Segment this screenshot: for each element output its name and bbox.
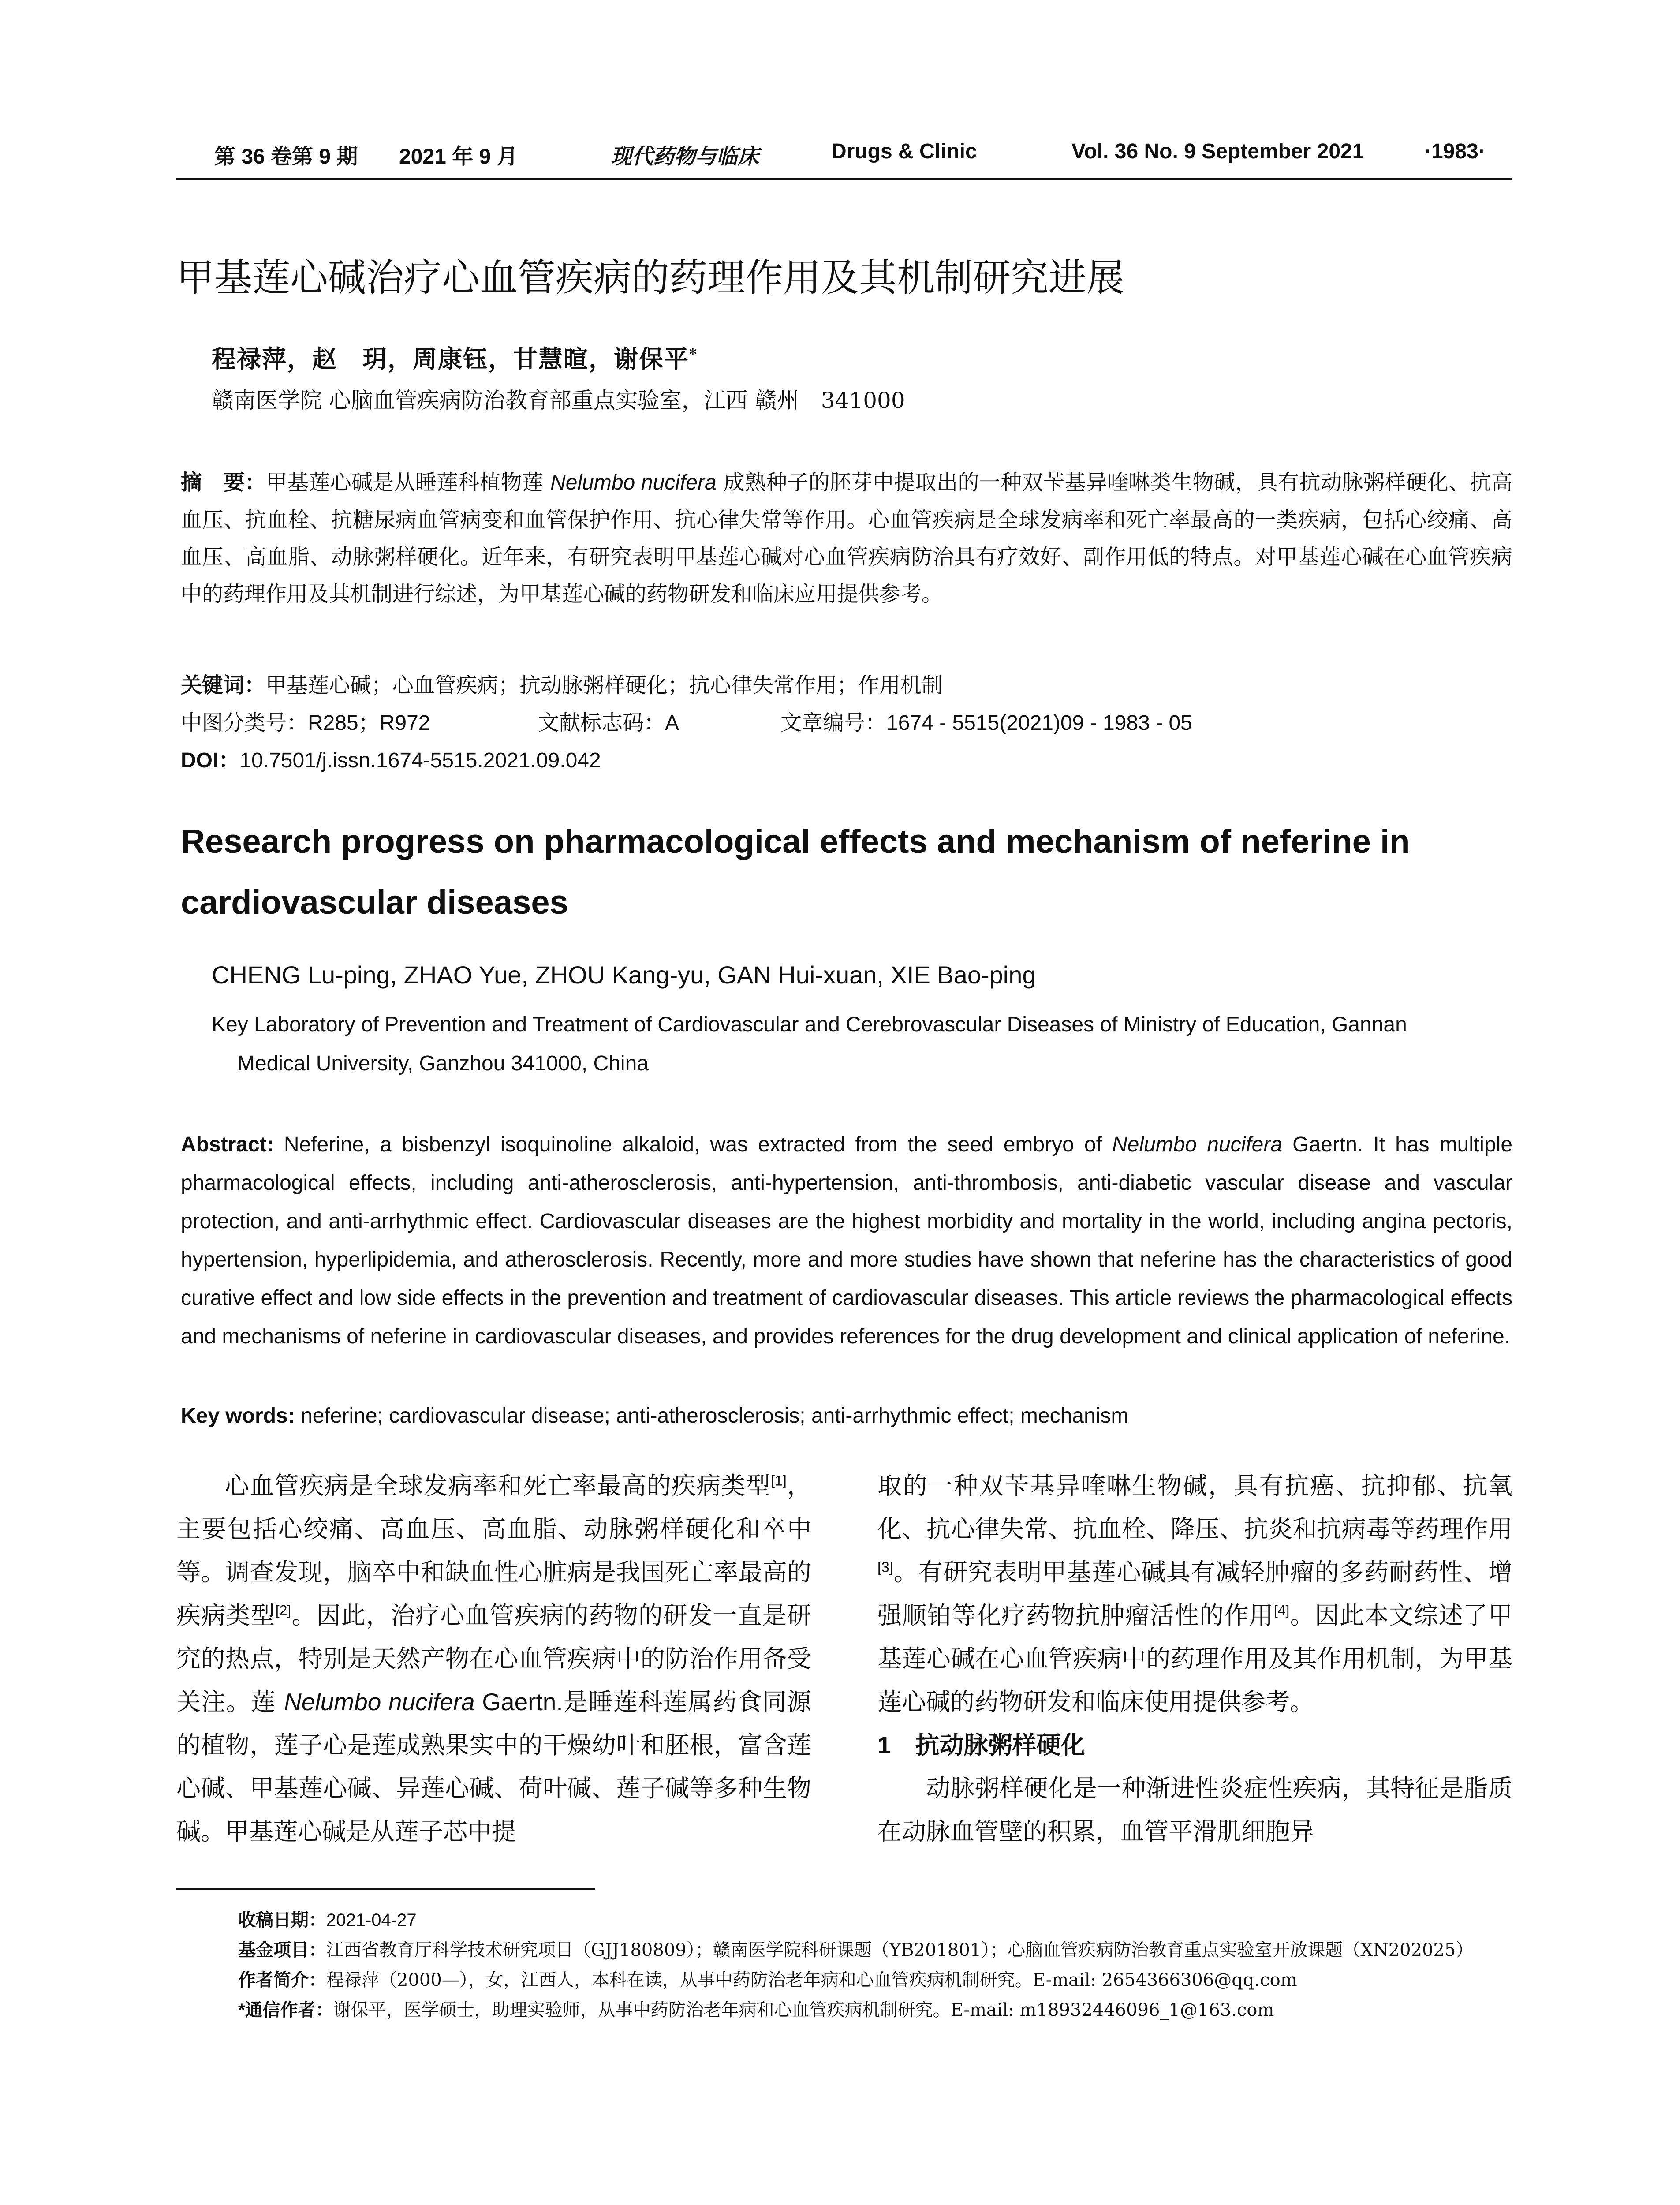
body-text: Gaertn.是睡莲科莲属药食同源的植物，莲子心是莲成熟果实中的干燥幼叶和胚根，富含莲心碱、甲基莲心碱、异莲心碱、荷叶碱、莲子碱等多种生物碱。甲基莲心碱是从莲子芯中提: [176, 1688, 811, 1845]
title-en: Research progress on pharmacological effects and mechanism of neferine in cardiovascular diseases: [181, 823, 1410, 921]
keywords-en-text: neferine; cardiovascular disease; anti-atherosclerosis; anti-arrhythmic effect; mechanism: [295, 1404, 1129, 1428]
body-column-left: [176, 1464, 811, 1853]
abstract-cn-text-b: 成熟种子的胚芽中提取出的一种双苄基异喹啉类生物碱，具有抗动脉粥样硬化、抗高血压、抗血栓、抗糖尿病血管病变和血管保护作用、抗心律失常等作用。心血管疾病是全球发病率和死亡率最高的一类疾病，包括心绞痛、高血压、高血脂、动脉粥样硬化。近年来，有研究表明甲基莲心碱对心血管疾病防治具有疗效好、副作用低的特点。对甲基莲心碱在心血管疾病中的药理作用及其机制进行综述，为甲基莲心碱的药物研发和临床应用提供参考。: [181, 470, 1512, 606]
authors-cn-names: 程禄萍，赵 玥，周康钰，甘慧暄，谢保平: [212, 344, 690, 373]
clc-number: 中图分类号：R285；R972: [181, 711, 430, 735]
abstract-cn: [181, 464, 1512, 613]
authors-cn: [212, 340, 698, 374]
body-paragraph-3: 动脉粥样硬化是一种渐进性炎症性疾病，其特征是脂质在动脉血管壁的积累，血管平滑肌细胞异: [877, 1774, 1512, 1846]
body-paragraph-2: [877, 1464, 1512, 1723]
doi-value: 10.7501/j.issn.1674-5515.2021.09.042: [239, 749, 601, 772]
header-journal-en: Drugs & Clinic: [831, 140, 977, 163]
abstract-en: [181, 1125, 1512, 1356]
keywords-en: [181, 1404, 1128, 1428]
footnote-label: 收稿日期：: [238, 1910, 326, 1930]
header-volume-cn: 第 36 卷第 9 期: [214, 145, 358, 168]
body-text: 。有研究表明甲基莲心碱具有减轻肿瘤的多药耐药性、增强顺铂等化疗药物抗肿瘤活性的作用: [877, 1558, 1512, 1629]
body-text: ，主要包括心绞痛、高血压、高血脂、动脉粥样硬化和卒中等。调查发现，脑卒中和缺血性心脏病是我国死亡率最高的疾病类型: [176, 1472, 811, 1629]
affiliation-cn: 赣南医学院 心脑血管疾病防治教育部重点实验室，江西 赣州 341000: [212, 388, 905, 413]
body-text: 。因此，治疗心血管疾病的药物的研发一直是研究的热点，特别是天然产物在心血管疾病中的防治作用备受关注。莲: [176, 1601, 811, 1716]
footnote-corresponding: [238, 1995, 1512, 2025]
received-date: 2021-04-27: [326, 1910, 417, 1930]
authors-en: CHENG Lu-ping, ZHAO Yue, ZHOU Kang-yu, GAN Hui-xuan, XIE Bao-ping: [212, 961, 1036, 989]
header-page-number: ·1983·: [1424, 140, 1486, 163]
author-bio-text: 程禄萍（2000—），女，江西人，本科在读，从事中药防治老年病和心血管疾病机制研究。E-mail: 2654366306@qq.com: [326, 1970, 1297, 1990]
citation-3[interactable]: [3]: [877, 1559, 893, 1575]
body-species-name: Nelumbo nucifera: [284, 1688, 475, 1715]
header-volume-en: Vol. 36 No. 9 September 2021: [1071, 140, 1364, 163]
affiliation-en: [212, 1005, 1512, 1083]
citation-4[interactable]: [4]: [1273, 1602, 1290, 1618]
document-code: 文献标志码：A: [538, 711, 679, 735]
doi: [181, 743, 601, 774]
footnote-rule: [176, 1888, 595, 1890]
affiliation-en-line2: Medical University, Ganzhou 341000, China: [237, 1052, 649, 1075]
footnote-label: 基金项目：: [238, 1940, 326, 1960]
body-text: 。因此本文综述了甲基莲心碱在心血管疾病中的药理作用及其作用机制，为甲基莲心碱的药物研发和临床使用提供参考。: [877, 1601, 1512, 1716]
abstract-cn-species: Nelumbo nucifera: [550, 471, 717, 494]
body-text: 心血管疾病是全球发病率和死亡率最高的疾病类型: [225, 1472, 771, 1500]
body-paragraph-1: [176, 1464, 811, 1853]
header-date-cn: 2021 年 9 月: [399, 145, 518, 168]
abstract-en-species: Nelumbo nucifera: [1112, 1133, 1283, 1156]
keywords-cn-text: 甲基莲心碱；心血管疾病；抗动脉粥样硬化；抗心律失常作用；作用机制: [265, 673, 943, 698]
classification-line: [181, 706, 1512, 743]
abstract-cn-label: 摘 要：: [181, 470, 266, 495]
abstract-en-label: Abstract:: [181, 1133, 274, 1156]
keywords-cn-label: 关键词：: [181, 674, 266, 697]
footnote-label: *通信作者：: [238, 2000, 333, 2020]
footnote-label: 作者简介：: [238, 1970, 326, 1990]
citation-2[interactable]: [2]: [275, 1602, 291, 1618]
corresponding-text: 谢保平，医学硕士，助理实验师，从事中药防治老年病和心血管疾病机制研究。E-mail: m18932446096_1@163.com: [333, 2000, 1274, 2020]
body-column-right: [877, 1464, 1512, 1853]
abstract-en-text-a: Neferine, a bisbenzyl isoquinoline alkaloid, was extracted from the seed embryo of: [273, 1133, 1113, 1156]
section-heading-1: 1 抗动脉粥样硬化: [877, 1731, 1085, 1759]
keywords-en-label: Key words:: [181, 1404, 295, 1428]
citation-1[interactable]: [1]: [771, 1472, 787, 1489]
abstract-cn-text-a: 甲基莲心碱是从睡莲科植物莲: [266, 470, 551, 495]
article-number: 文章编号：1674 - 5515(2021)09 - 1983 - 05: [780, 711, 1192, 735]
corresponding-mark: *: [689, 345, 698, 363]
running-header: [176, 139, 1512, 175]
fund-text: 江西省教育厅科学技术研究项目（GJJ180809）；赣南医学院科研课题（YB201801）；心脑血管疾病防治教育重点实验室开放课题（XN202025）: [326, 1940, 1474, 1960]
footnotes: [238, 1905, 1512, 2025]
body-text: 取的一种双苄基异喹啉生物碱，具有抗癌、抗抑郁、抗氧化、抗心律失常、抗血栓、降压、抗炎和抗病毒等药理作用: [877, 1472, 1512, 1543]
title-cn: 甲基莲心碱治疗心血管疾病的药理作用及其机制研究进展: [176, 257, 1124, 299]
abstract-en-text-b: Gaertn. It has multiple pharmacological effects, including anti-atherosclerosis, anti-hypertension, anti-thrombosis, anti-diabetic vascular disease and vascular protection, and anti-arrhythmic effect. Cardiovascular diseases are the highest morbidity and mortality in the world, including angina pectoris, hypertension, hyperlipidemia, and atherosclerosis. Recently, more and more studies have shown that neferine has the characteristics of good curative effect and low side effects in the prevention and treatment of cardiovascular diseases. This article reviews the pharmacological effects and mechanisms of neferine in cardiovascular diseases, and provides references for the drug development and clinical application of neferine.: [181, 1133, 1513, 1348]
doi-label: DOI：: [181, 749, 240, 772]
affiliation-en-line1: Key Laboratory of Prevention and Treatment of Cardiovascular and Cerebrovascular Diseases of Ministry of Education, Gannan: [212, 1013, 1407, 1036]
header-rule: [176, 178, 1512, 180]
footnote-fund: [238, 1935, 1512, 1965]
header-journal-cn: 现代药物与临床: [611, 144, 759, 169]
footnote-author-bio: [238, 1965, 1512, 1995]
keywords-cn: [181, 668, 943, 699]
footnote-received: [238, 1905, 1512, 1935]
